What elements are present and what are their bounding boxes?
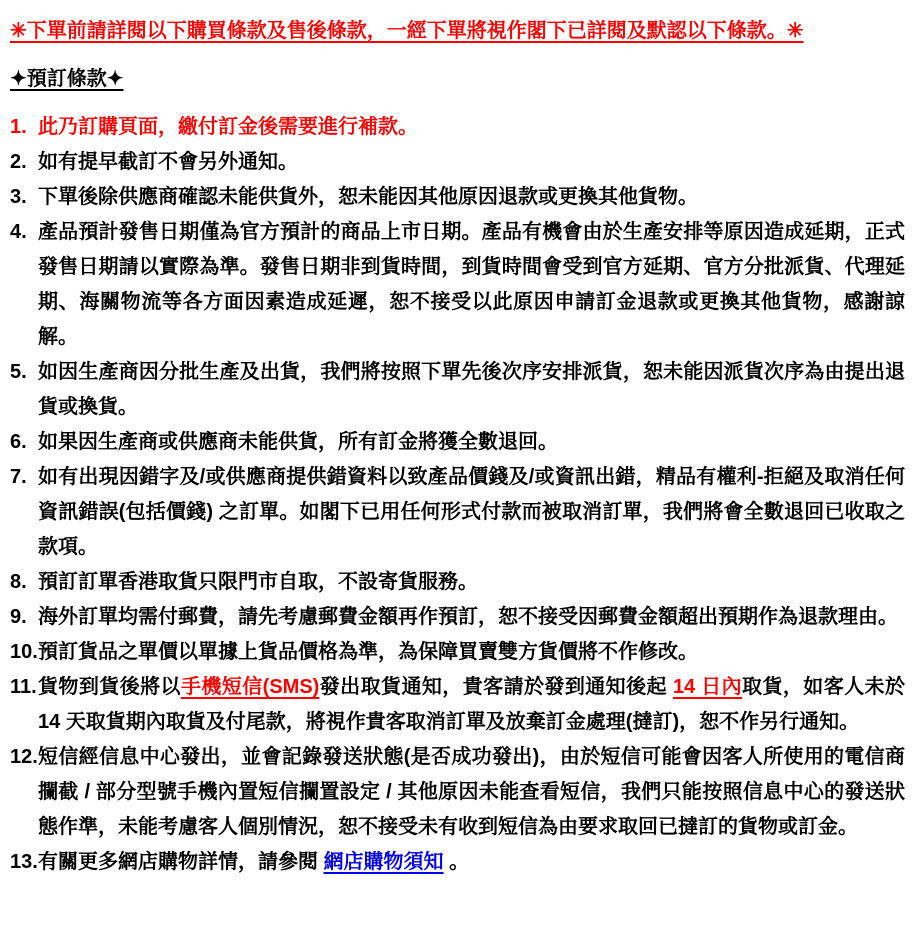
term-segment: 如有出現因錯字及/或供應商提供錯資料以致產品價錢及/或資訊出錯，精品有權利-拒絕及取消任何資訊錯誤(包括價錢) 之訂單。如閣下已用任何形式付款而被取消訂單，我們將會全數退回已收取之款項。 <box>38 466 905 558</box>
term-segment: 產品預計發售日期僅為官方預計的商品上市日期。產品有機會由於生產安排等原因造成延期，正式發售日期請以實際為準。發售日期非到貨時間，到貨時間會受到官方延期、官方分批派貨、代理延期、海關物流等各方面因素造成延遲，恕不接受以此原因申請訂金退款或更換其他貨物，感謝諒解。 <box>38 221 905 348</box>
term-text <box>38 676 905 733</box>
term-segment: 此乃訂購頁面，繳付訂金後需要進行補款。 <box>38 116 418 138</box>
term-segment: 。 <box>443 851 470 873</box>
term-text <box>38 466 905 558</box>
term-number: 6. <box>10 431 27 453</box>
term-text <box>38 746 905 838</box>
term-number: 1. <box>10 116 27 138</box>
term-number: 4. <box>10 221 27 243</box>
term-text <box>38 361 905 418</box>
warning-banner: ✳下單前請詳閱以下購買條款及售後條款，一經下單將視作閣下已詳閱及默認以下條款。✳ <box>10 20 804 42</box>
term-text <box>38 606 898 628</box>
term-number: 7. <box>10 466 27 488</box>
term-number: 10. <box>10 641 38 663</box>
term-item <box>8 635 905 670</box>
term-number: 5. <box>10 361 27 383</box>
term-item <box>8 740 905 845</box>
term-item <box>8 600 905 635</box>
term-segment: 有關更多網店購物詳情，請參閱 <box>38 851 324 873</box>
term-segment: 如有提早截訂不會另外通知。 <box>38 151 298 173</box>
term-number: 8. <box>10 571 27 593</box>
term-text <box>38 431 558 453</box>
term-text <box>38 186 698 208</box>
shop-notice-link[interactable]: 網店購物須知 <box>323 851 444 873</box>
section-title: ✦預訂條款✦ <box>10 68 124 90</box>
term-segment: 預訂貨品之單價以單據上貨品價格為準，為保障買賣雙方貨價將不作修改。 <box>38 641 698 663</box>
term-item <box>8 215 905 355</box>
term-text <box>38 571 478 593</box>
term-text <box>38 151 298 173</box>
term-segment: 預訂訂單香港取貨只限門市自取，不設寄貨服務。 <box>38 571 478 593</box>
term-segment: 短信經信息中心發出，並會記錄發送狀態(是否成功發出)，由於短信可能會因客人所使用的電信商攔截 / 部分型號手機內置短信攔置設定 / 其他原因未能查看短信，我們只能按照信息中心的發送狀態作準，未能考慮客人個別情況，恕不接受未有收到短信為由要求取回已撻訂的貨物或訂金。 <box>38 746 905 838</box>
term-text <box>38 851 469 873</box>
term-segment: 取貨，如客人未於 14 天取貨期內取貨及付尾款，將視作貴客取消訂單及放棄訂金處理(撻訂)，恕不作另行通知。 <box>38 676 905 733</box>
term-text <box>38 221 905 348</box>
term-item <box>8 425 905 460</box>
term-number: 11. <box>10 676 37 698</box>
term-item <box>8 845 905 880</box>
term-item <box>8 110 905 145</box>
term-number: 13. <box>10 851 38 873</box>
term-text <box>38 641 698 663</box>
term-segment: 貨物到貨後將以 <box>38 676 181 698</box>
term-text <box>38 116 418 138</box>
term-item <box>8 565 905 600</box>
term-number: 3. <box>10 186 27 208</box>
term-item <box>8 180 905 215</box>
term-segment: 發出取貨通知，貴客請於發到通知後起 <box>319 676 673 698</box>
term-segment: 海外訂單均需付郵費，請先考慮郵費金額再作預訂，恕不接受因郵費金額超出預期作為退款理由。 <box>38 606 898 628</box>
term-item <box>8 670 905 740</box>
term-segment: 如果因生產商或供應商未能供貨，所有訂金將獲全數退回。 <box>38 431 558 453</box>
term-number: 9. <box>10 606 27 628</box>
term-segment: 下單後除供應商確認未能供貨外，恕未能因其他原因退款或更換其他貨物。 <box>38 186 698 208</box>
term-segment: 如因生產商因分批生產及出貨，我們將按照下單先後次序安排派貨，恕未能因派貨次序為由提出退貨或換貨。 <box>38 361 905 418</box>
term-item <box>8 460 905 565</box>
term-number: 2. <box>10 151 27 173</box>
term-segment: 14 日內 <box>672 676 743 698</box>
term-number: 12. <box>10 746 38 768</box>
term-item <box>8 355 905 425</box>
term-segment: 手機短信(SMS) <box>180 676 320 698</box>
term-item <box>8 145 905 180</box>
terms-list <box>8 110 905 880</box>
